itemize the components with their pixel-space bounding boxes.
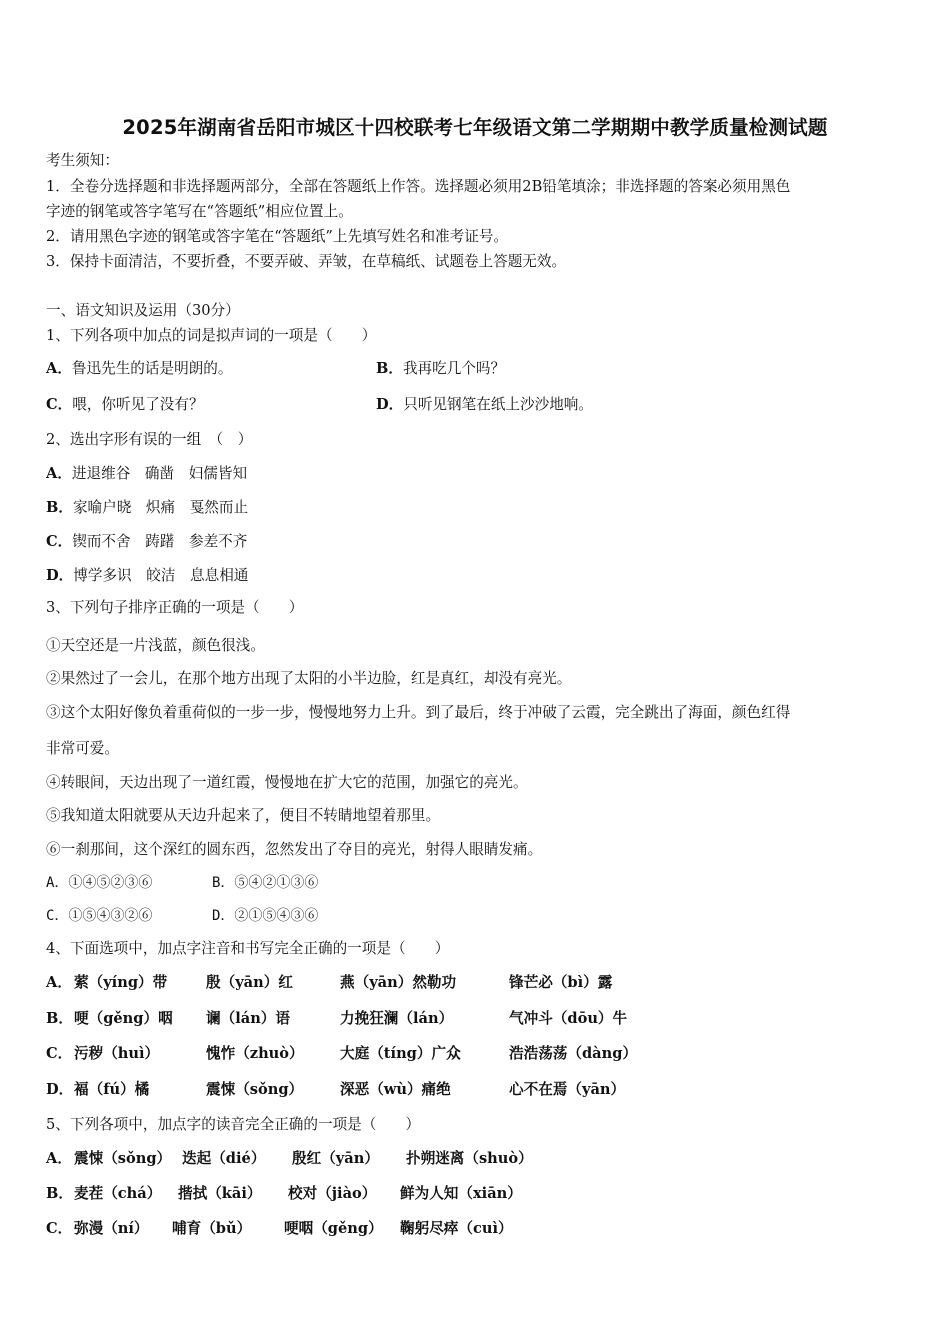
q4-option-a[interactable]: A． [46, 974, 72, 991]
q1-option-a[interactable] [46, 360, 232, 378]
sentence: ①天空还是一片浅蓝，颜色很浅。 [46, 637, 265, 654]
option-letter: B． [376, 360, 403, 377]
word-item: 殷（yān）红 [206, 974, 293, 991]
option-letter: C． [46, 396, 73, 413]
question-2-stem: 2、选出字形有误的一组 （ ） [46, 431, 253, 448]
word-item: 愧怍（zhuò） [206, 1045, 304, 1062]
word-item: 大庭（tíng）广众 [340, 1045, 461, 1062]
word-item: 燕（yān）然勒功 [340, 974, 457, 991]
word-item: 校对（jiào） [288, 1185, 377, 1202]
q2-option-d[interactable] [46, 567, 248, 585]
option-text: 我再吃几个吗？ [402, 360, 506, 377]
q4-option-d[interactable]: D． [46, 1081, 74, 1098]
word-item: 扑朔迷离（shuò） [406, 1150, 533, 1167]
word-item: 哽（gěng）咽 [74, 1010, 173, 1027]
word-item: 锋芒必（bì）露 [509, 974, 613, 991]
q4-option-c[interactable]: C． [46, 1045, 73, 1062]
q3-option-c[interactable]: C．①⑤④③②⑥ [46, 908, 153, 924]
word-item: 麦茬（chá） [74, 1185, 162, 1202]
word-item: 气冲斗（dōu）牛 [509, 1010, 628, 1027]
exam-title: 2025年湖南省岳阳市城区十四校联考七年级语文第二学期期中教学质量检测试题 [122, 116, 828, 139]
word-item: 污秽（huì） [74, 1045, 160, 1062]
q2-option-a[interactable] [46, 465, 247, 483]
word-item: 力挽狂澜（lán） [340, 1010, 454, 1027]
q1-option-d[interactable] [376, 396, 593, 414]
q5-option-a[interactable]: A． [46, 1150, 72, 1167]
q3-option-d[interactable]: D．②①⑤④③⑥ [212, 908, 319, 924]
sentence: 非常可爱。 [46, 740, 119, 757]
question-1-stem: 1、下列各项中加点的词是拟声词的一项是（ ） [46, 327, 377, 344]
sentence: ②果然过了一会儿，在那个地方出现了太阳的小半边脸，红是真红，却没有亮光。 [46, 670, 572, 687]
question-5-stem: 5、下列各项中，加点字的读音完全正确的一项是（ ） [46, 1116, 421, 1133]
option-letter: D． [46, 567, 74, 584]
q3-option-a[interactable]: A．①④⑤②③⑥ [46, 875, 153, 891]
option-text: 家喻户晓 炽痛 戛然而止 [72, 499, 249, 516]
option-letter: C． [46, 533, 73, 550]
section-heading: 一、语文知识及运用（30分） [46, 302, 240, 319]
sentence: ④转眼间，天边出现了一道红霞，慢慢地在扩大它的范围，加强它的亮光。 [46, 774, 528, 791]
word-item: 迭起（dié） [182, 1150, 266, 1167]
word-item: 心不在焉（yān） [509, 1081, 626, 1098]
option-letter: B． [46, 499, 73, 516]
option-text: 鲁迅先生的话是明朗的。 [71, 360, 233, 377]
word-item: 鲜为人知（xiān） [400, 1185, 522, 1202]
option-letter: A． [46, 465, 72, 482]
sentence: ⑤我知道太阳就要从天边升起来了，便目不转睛地望着那里。 [46, 807, 441, 824]
option-text: 锲而不舍 踌躇 参差不齐 [72, 533, 248, 550]
word-item: 谰（lán）语 [206, 1010, 290, 1027]
q5-option-c[interactable]: C． [46, 1220, 73, 1237]
q2-option-b[interactable] [46, 499, 248, 517]
word-item: 萦（yíng）带 [74, 974, 168, 991]
word-item: 鞠躬尽瘁（cuì） [400, 1220, 513, 1237]
word-item: 揩拭（kāi） [178, 1185, 262, 1202]
q1-option-c[interactable] [46, 396, 204, 414]
sentence: ⑥一刹那间，这个深红的圆东西，忽然发出了夺目的亮光，射得人眼睛发痛。 [46, 841, 543, 858]
option-text: 博学多识 皎洁 息息相通 [73, 567, 249, 584]
word-item: 殷红（yān） [292, 1150, 379, 1167]
q2-option-c[interactable] [46, 533, 247, 551]
q3-option-b[interactable]: B．⑤④②①③⑥ [212, 875, 319, 891]
word-item: 震悚（sǒng） [206, 1081, 304, 1098]
option-text: 进退维谷 确凿 妇儒皆知 [71, 465, 248, 482]
word-item: 弥漫（ní） [74, 1220, 149, 1237]
q5-option-b[interactable]: B． [46, 1185, 73, 1202]
word-item: 震悚（sǒng） [74, 1150, 172, 1167]
option-text: 只听见钢笔在纸上沙沙地响。 [403, 396, 593, 413]
word-item: 浩浩荡荡（dàng） [509, 1045, 638, 1062]
question-3-stem: 3、下列句子排序正确的一项是（ ） [46, 599, 304, 616]
option-letter: D． [376, 396, 404, 413]
question-4-stem: 4、下面选项中，加点字注音和书写完全正确的一项是（ ） [46, 940, 450, 957]
notice-item: 3．保持卡面清洁，不要折叠，不要弄破、弄皱，在草稿纸、试题卷上答题无效。 [46, 253, 567, 270]
word-item: 哺育（bǔ） [172, 1220, 252, 1237]
word-item: 深恶（wù）痛绝 [340, 1081, 451, 1098]
notice-heading: 考生须知： [46, 152, 119, 169]
q4-option-b[interactable]: B． [46, 1010, 73, 1027]
notice-item: 2．请用黑色字迹的钢笔或答字笔在“答题纸”上先填写姓名和准考证号。 [46, 228, 509, 245]
option-text: 喂，你听见了没有？ [72, 396, 204, 413]
sentence: ③这个太阳好像负着重荷似的一步一步，慢慢地努力上升。到了最后，终于冲破了云霞，完全跳出了海面，颜色红得 [46, 704, 791, 721]
notice-item: 字迹的钢笔或答字笔写在“答题纸”相应位置上。 [46, 203, 353, 220]
notice-item: 1．全卷分选择题和非选择题两部分，全部在答题纸上作答。选择题必须用2B铅笔填涂；非选择题的答案必须用黑色 [46, 178, 791, 195]
option-letter: A． [46, 360, 72, 377]
q1-option-b[interactable] [376, 360, 505, 378]
word-item: 哽咽（gěng） [284, 1220, 383, 1237]
word-item: 褔（fú）橘 [74, 1081, 150, 1098]
